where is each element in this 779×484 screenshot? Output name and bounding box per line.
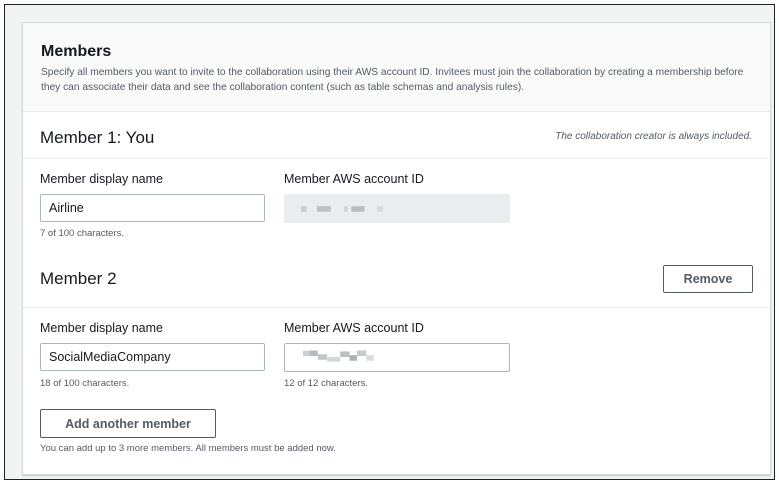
members-panel xyxy=(22,22,771,475)
panel-title: Members xyxy=(41,43,112,60)
remove-member-button[interactable]: Remove xyxy=(663,265,753,293)
redacted-account-id-icon xyxy=(285,195,509,222)
member-1-display-name-count: 7 of 100 characters. xyxy=(40,228,124,239)
add-another-member-button[interactable]: Add another member xyxy=(40,409,216,438)
member-2-heading: Member 2 xyxy=(40,269,117,288)
redacted-account-id-icon xyxy=(285,344,509,371)
divider xyxy=(23,158,770,159)
add-member-hint: You can add up to 3 more members. All members must be added now. xyxy=(40,443,336,454)
member-2-display-name-input[interactable]: SocialMediaCompany xyxy=(40,343,265,371)
member-1-account-id-label: Member AWS account ID xyxy=(284,172,424,186)
members-panel-header xyxy=(23,23,770,112)
member-1-display-name-input[interactable]: Airline xyxy=(40,194,265,222)
member-2-account-id-count: 12 of 12 characters. xyxy=(284,378,368,389)
member-2-display-name-count: 18 of 100 characters. xyxy=(40,378,130,389)
member-2-account-id-label: Member AWS account ID xyxy=(284,321,424,335)
creator-note: The collaboration creator is always included. xyxy=(555,131,752,142)
member-1-account-id-field xyxy=(284,194,510,223)
member-2-display-name-label: Member display name xyxy=(40,321,163,335)
member-2-account-id-input[interactable] xyxy=(284,343,510,372)
divider xyxy=(23,307,770,308)
member-1-display-name-label: Member display name xyxy=(40,172,163,186)
panel-description: Specify all members you want to invite to the collaboration using their AWS account ID. Invitees must join the collaboration by creating a membership before they can associate their data and see the collaboration content (such as table schemas and analysis rules). xyxy=(41,67,744,93)
screenshot-frame xyxy=(4,4,775,480)
member-1-heading: Member 1: You xyxy=(40,128,155,147)
